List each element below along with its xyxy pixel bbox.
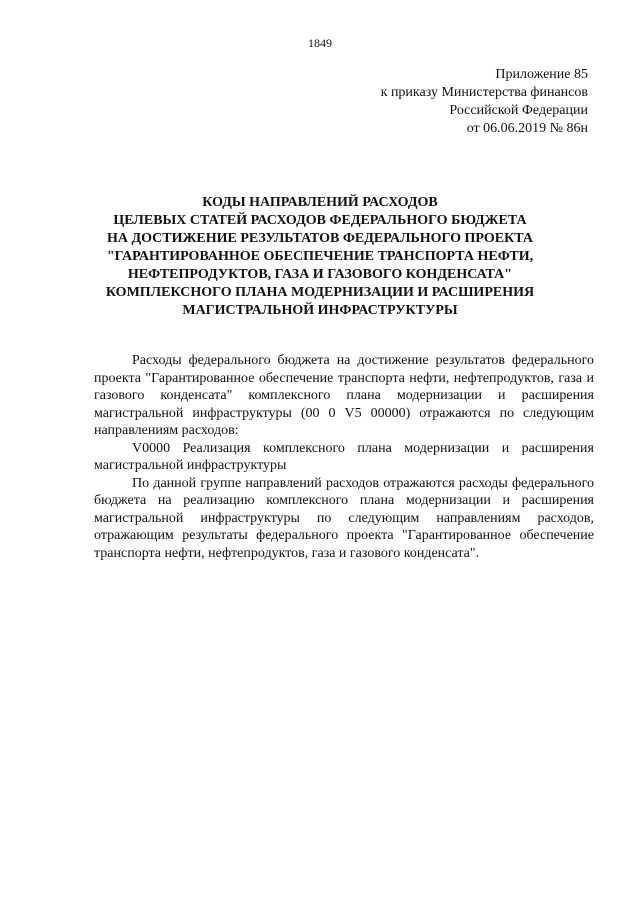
document-title xyxy=(60,194,580,320)
appendix-order: к приказу Министерства финансов xyxy=(380,85,588,100)
appendix-header xyxy=(381,66,588,138)
paragraph-description: По данной группе направлений расходов отражаются расходы федерального бюджета на реализацию комплексного плана модернизации и расширения магистральной инфраструктуры по следующим направлениям расходов, отражающим результаты федерального проекта "Гарантированное обеспечение транспорта нефти, нефтепродуктов, газа и газового конденсата". xyxy=(94,475,594,561)
paragraph-intro: Расходы федерального бюджета на достижение результатов федерального проекта "Гарантированное обеспечение транспорта нефти, нефтепродуктов, газа и газового конденсата" комплексного плана модернизации и расширения магистральной инфраструктуры (00 0 V5 00000) отражаются по следующим направлениям расходов: xyxy=(94,353,594,438)
appendix-country: Российской Федерации xyxy=(449,103,588,118)
title-line: НА ДОСТИЖЕНИЕ РЕЗУЛЬТАТОВ ФЕДЕРАЛЬНОГО ПРОЕКТА xyxy=(106,231,533,246)
title-line: МАГИСТРАЛЬНОЙ ИНФРАСТРУКТУРЫ xyxy=(182,303,458,318)
title-line: КОДЫ НАПРАВЛЕНИЙ РАСХОДОВ xyxy=(202,195,438,210)
title-line: "ГАРАНТИРОВАННОЕ ОБЕСПЕЧЕНИЕ ТРАНСПОРТА НЕФТИ, xyxy=(106,249,534,264)
appendix-number: Приложение 85 xyxy=(495,67,588,82)
title-line: НЕФТЕПРОДУКТОВ, ГАЗА И ГАЗОВОГО КОНДЕНСАТА" xyxy=(127,267,513,282)
page-number: 1849 xyxy=(308,36,332,50)
title-line: КОМПЛЕКСНОГО ПЛАНА МОДЕРНИЗАЦИИ И РАСШИРЕНИЯ xyxy=(105,285,535,300)
body-text xyxy=(94,352,594,562)
paragraph-code: V0000 Реализация комплексного плана модернизации и расширения магистральной инфраструктуры xyxy=(94,440,594,473)
title-line: ЦЕЛЕВЫХ СТАТЕЙ РАСХОДОВ ФЕДЕРАЛЬНОГО БЮДЖЕТА xyxy=(113,213,527,228)
appendix-date: от 06.06.2019 № 86н xyxy=(466,121,588,136)
